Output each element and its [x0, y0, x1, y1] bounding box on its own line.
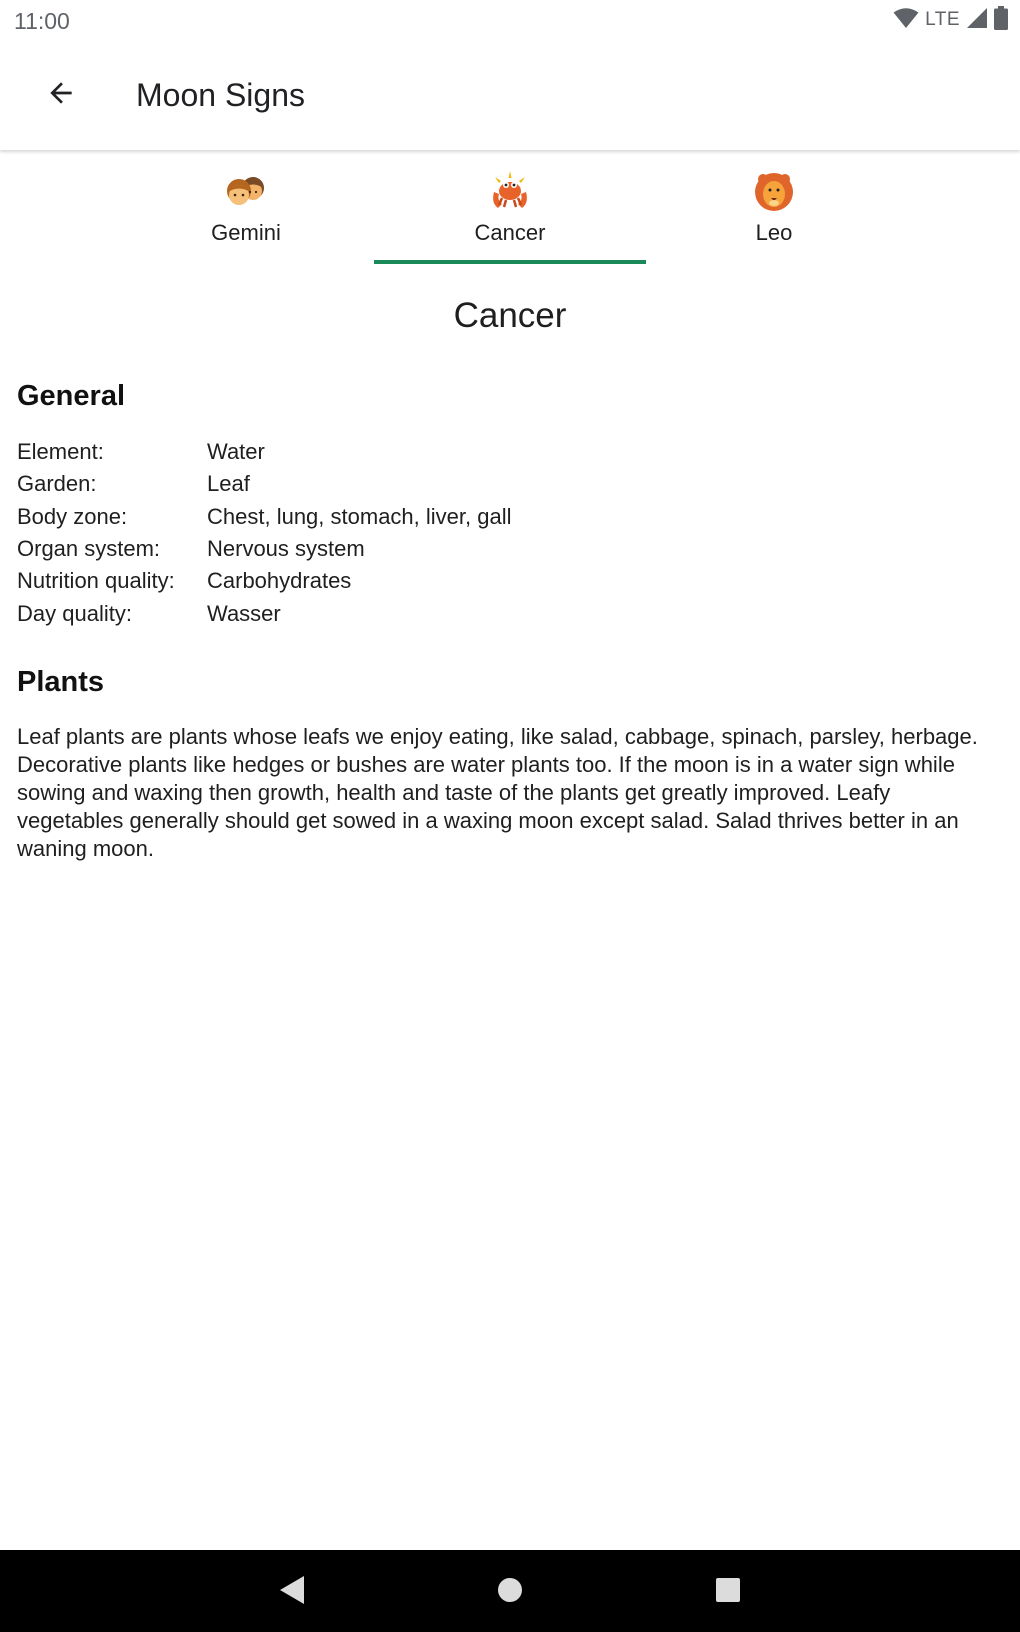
- nav-recents-button[interactable]: [706, 1570, 750, 1614]
- property-value: Water: [207, 439, 265, 465]
- property-row-element: [17, 436, 511, 468]
- nav-back-icon: [277, 1574, 307, 1611]
- property-key: Nutrition quality:: [17, 568, 175, 594]
- property-key: Garden:: [17, 471, 97, 497]
- wifi-icon: [893, 7, 919, 34]
- property-row-body-zone: [17, 501, 511, 533]
- tab-label: Leo: [755, 220, 793, 245]
- property-key: Organ system:: [17, 536, 161, 562]
- property-key: Element:: [17, 439, 104, 465]
- arrow-back-icon: [45, 77, 77, 114]
- network-type-label: LTE: [925, 9, 960, 30]
- plants-description: Leaf plants are plants whose leafs we enjoy eating, like salad, cabbage, spinach, parsley, herbage. Decorative plants like hedges or bushes are water plants too. If the moon is in a water sign while sowing and waxing then growth, health and taste of the plants get greatly improved. Leafy vegetables generally should get sowed in a waxing moon except salad. Salad thrives better in an waning moon.: [17, 724, 978, 861]
- tab-cancer[interactable]: [374, 150, 646, 266]
- status-icons: [893, 8, 1008, 32]
- property-key: Body zone:: [17, 503, 128, 529]
- property-row-garden: [17, 468, 511, 500]
- property-row-day-quality: [17, 597, 511, 629]
- nav-recents-icon: [715, 1577, 741, 1608]
- property-key: Day quality:: [17, 600, 132, 626]
- sign-tabs: [110, 150, 910, 266]
- sign-heading: Cancer: [453, 296, 567, 335]
- system-nav-bar: [0, 1550, 1020, 1632]
- crab-icon: [488, 170, 532, 214]
- plants-section-title: Plants: [17, 666, 105, 698]
- nav-home-icon: [496, 1576, 524, 1609]
- property-row-nutrition-quality: [17, 565, 511, 597]
- property-value: Nervous system: [207, 536, 365, 562]
- property-value: Carbohydrates: [207, 568, 352, 594]
- general-properties: [17, 436, 511, 630]
- status-bar: [0, 0, 1020, 42]
- property-value: Wasser: [207, 600, 281, 626]
- cell-signal-icon: [966, 7, 988, 34]
- tab-label: Gemini: [211, 220, 281, 245]
- property-value: Leaf: [207, 471, 250, 497]
- tab-label: Cancer: [474, 220, 546, 245]
- tab-leo[interactable]: [638, 150, 910, 266]
- back-button[interactable]: [36, 70, 86, 120]
- lion-icon: [752, 170, 796, 214]
- page-title: Moon Signs: [136, 77, 305, 113]
- property-value: Chest, lung, stomach, liver, gall: [207, 503, 512, 529]
- nav-back-button[interactable]: [270, 1570, 314, 1614]
- gemini-icon: [224, 170, 268, 214]
- app-bar: [0, 42, 1020, 150]
- general-section-title: General: [17, 380, 125, 412]
- status-time: 11:00: [14, 8, 70, 34]
- tab-indicator: [374, 260, 646, 264]
- tab-gemini[interactable]: [110, 150, 382, 266]
- nav-home-button[interactable]: [488, 1570, 532, 1614]
- battery-icon: [994, 6, 1008, 35]
- property-row-organ-system: [17, 533, 511, 565]
